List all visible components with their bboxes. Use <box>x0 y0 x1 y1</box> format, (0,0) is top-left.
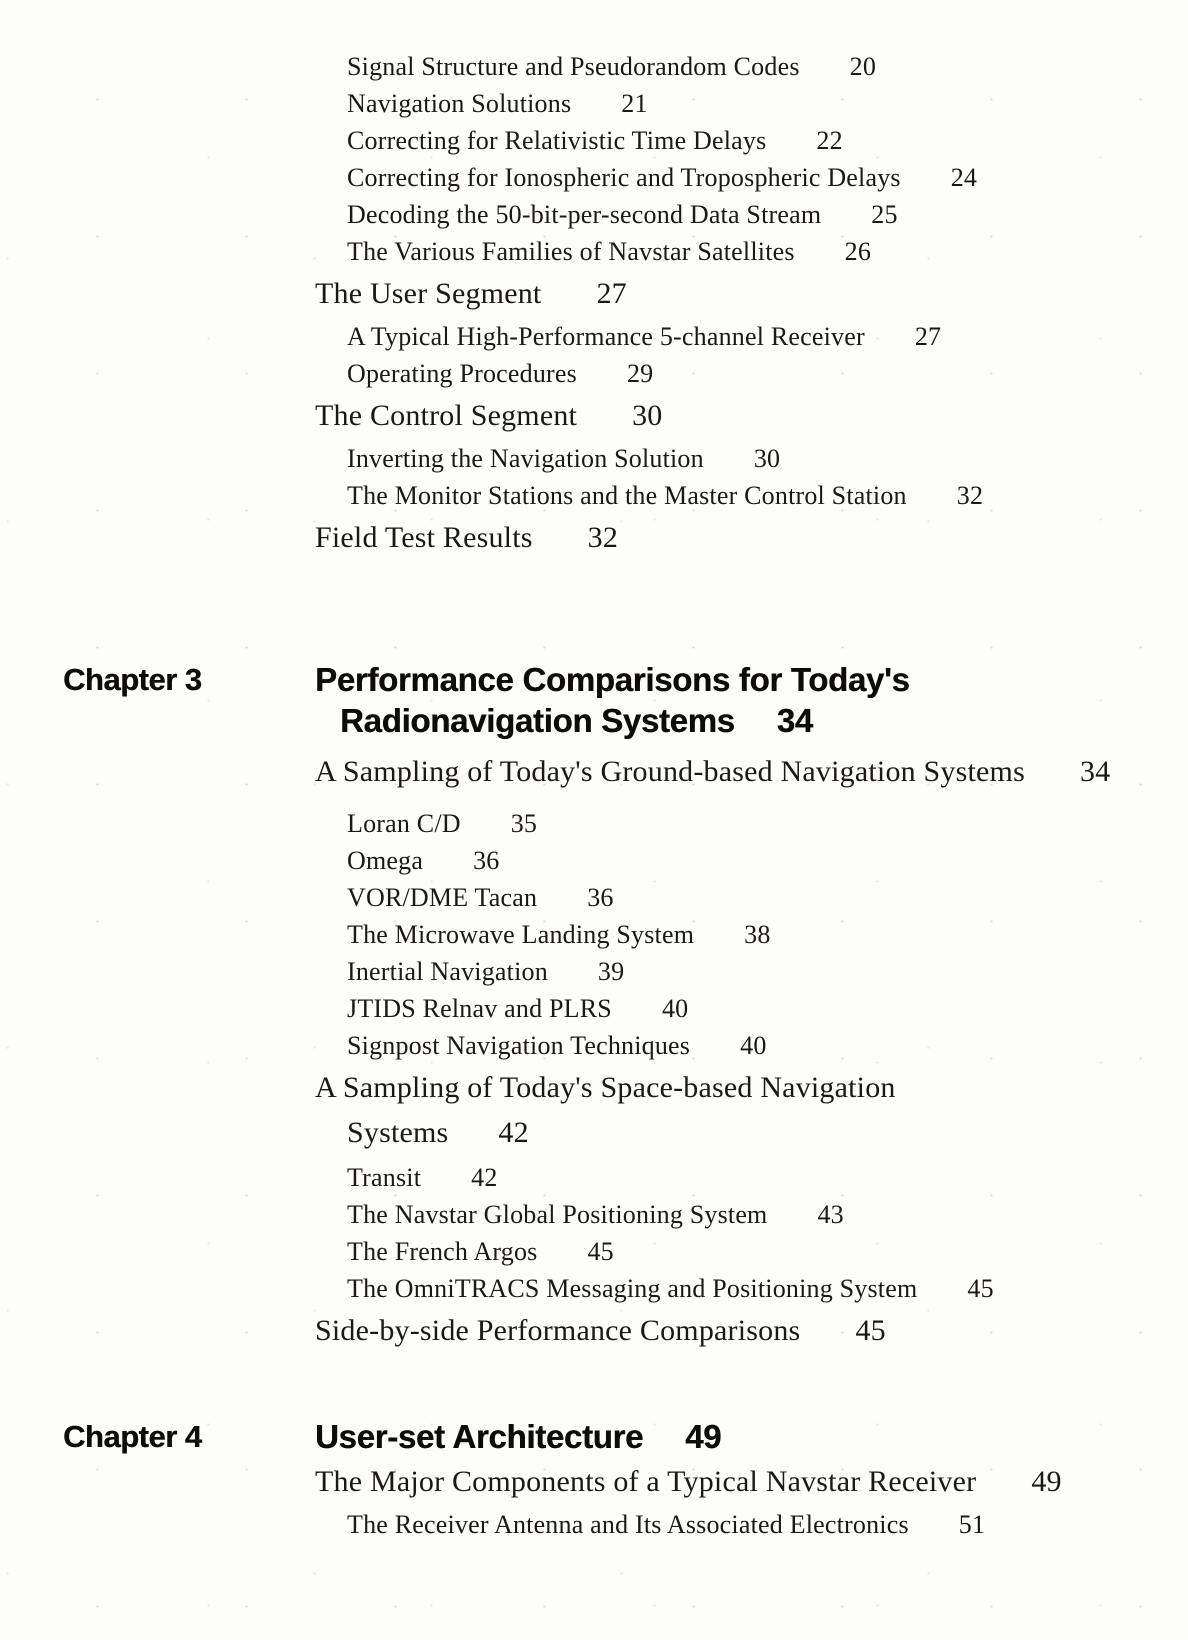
toc-entry-title: Side-by-side Performance Comparisons <box>315 1314 801 1347</box>
toc-entry-page-number: 25 <box>871 200 898 229</box>
toc-entry-page-number: 35 <box>510 809 538 838</box>
toc-entry-page-number: 26 <box>844 237 872 266</box>
toc-entry-title: VOR/DME Tacan <box>347 883 538 912</box>
toc-entry-page-number: 40 <box>740 1031 767 1060</box>
toc-entry <box>347 122 1148 159</box>
chapter-title-text: Radionavigation Systems <box>340 702 735 739</box>
toc-entry-page-number: 30 <box>753 444 781 473</box>
toc-entry-title: Correcting for Relativistic Time Delays <box>347 126 767 155</box>
toc-entry <box>347 318 1148 355</box>
toc-entry <box>315 1067 1148 1109</box>
toc-entry <box>347 196 1148 233</box>
toc-entry-title: Systems <box>347 1116 449 1149</box>
toc-entry-page-number: 38 <box>744 920 771 949</box>
chapter-label: Chapter 4 <box>63 1419 202 1454</box>
toc-entry <box>347 1270 1148 1307</box>
toc-entry-title: Navigation Solutions <box>347 89 572 118</box>
toc-entry-page-number: 20 <box>849 52 877 81</box>
toc-entry-page-number: 36 <box>587 883 614 912</box>
toc-entry-page-number: 36 <box>473 846 500 875</box>
toc-entry-title: The Various Families of Navstar Satellites <box>347 237 795 266</box>
chapter-heading <box>0 659 1188 741</box>
toc-entry-page-number: 21 <box>621 89 648 118</box>
toc-entry <box>315 1310 1148 1352</box>
toc-entry-title: The Monitor Stations and the Master Control Station <box>347 481 907 510</box>
toc-entry-page-number: 27 <box>914 322 942 351</box>
chapter-page-number: 34 <box>776 702 813 739</box>
toc-entry <box>347 916 1148 953</box>
toc-entry <box>347 48 1148 85</box>
chapter-title-text: User-set Architecture <box>315 1418 644 1455</box>
toc-entry-page-number: 34 <box>1079 755 1111 788</box>
toc-entry <box>347 1233 1148 1270</box>
toc-entry-title: Transit <box>347 1163 422 1192</box>
toc-entry-page-number: 39 <box>597 957 625 986</box>
toc-entry <box>347 355 1148 392</box>
toc-entry <box>347 1506 1148 1543</box>
toc-entry-page-number: 29 <box>626 359 654 388</box>
toc-entry <box>347 1159 1148 1196</box>
toc-entry-page-number: 42 <box>498 1116 529 1149</box>
toc-entry <box>315 517 1148 559</box>
toc-entry <box>347 842 1148 879</box>
toc-entry-page-number: 42 <box>471 1163 498 1192</box>
toc-entry-page-number: 27 <box>596 277 627 310</box>
toc-entry-continuation <box>347 1112 1148 1154</box>
toc-entry-title: A Sampling of Today's Space-based Navigation <box>315 1071 896 1104</box>
toc-entry <box>347 990 1148 1027</box>
toc-entry <box>347 953 1148 990</box>
chapter-title <box>315 1416 721 1457</box>
toc-entry-title: A Typical High-Performance 5-channel Receiver <box>347 322 865 351</box>
toc-entry-page-number: 51 <box>958 1510 986 1539</box>
toc-entry-title: Operating Procedures <box>347 359 577 388</box>
toc-entry-title: Correcting for Ionospheric and Tropospheric Delays <box>347 163 901 192</box>
toc-entry-title: Inertial Navigation <box>347 957 548 986</box>
toc-entry-title: The Major Components of a Typical Navstar Receiver <box>315 1465 977 1498</box>
toc-entry-page-number: 32 <box>587 521 619 554</box>
toc-entry <box>347 1027 1148 1064</box>
toc-entry <box>347 879 1148 916</box>
toc-entry-page-number: 24 <box>950 163 978 192</box>
toc-entry <box>347 85 1148 122</box>
toc-entry <box>347 233 1148 270</box>
toc-entry-title: JTIDS Relnav and PLRS <box>347 994 612 1023</box>
toc-entry-page-number: 49 <box>1031 1465 1062 1498</box>
toc-entry-title: The Receiver Antenna and Its Associated Electronics <box>347 1510 909 1539</box>
toc-entry-title: The Navstar Global Positioning System <box>347 1200 768 1229</box>
toc-entry-title: Signpost Navigation Techniques <box>347 1031 691 1060</box>
toc-entry-title: The Microwave Landing System <box>347 920 695 949</box>
toc-entry-title: Signal Structure and Pseudorandom Codes <box>347 52 800 81</box>
toc-entry <box>347 805 1148 842</box>
toc-entry-page-number: 43 <box>817 1200 844 1229</box>
chapter-title <box>315 659 910 741</box>
toc-entry <box>347 440 1148 477</box>
toc-entry-page-number: 45 <box>967 1274 994 1303</box>
toc-entry-title: Field Test Results <box>315 521 533 554</box>
toc-entry-title: Omega <box>347 846 424 875</box>
toc-entry-title: The OmniTRACS Messaging and Positioning System <box>347 1274 918 1303</box>
toc-entry-title: The User Segment <box>315 277 542 310</box>
toc-entry-title: The French Argos <box>347 1237 538 1266</box>
toc-entry-page-number: 30 <box>632 399 663 432</box>
toc-entry-page-number: 45 <box>587 1237 614 1266</box>
toc-entry <box>347 477 1148 514</box>
toc-entry-title: The Control Segment <box>315 399 578 432</box>
toc-entry-title: Decoding the 50-bit-per-second Data Stream <box>347 200 822 229</box>
chapter-heading <box>0 1416 1188 1457</box>
chapter-page-number: 49 <box>685 1418 722 1455</box>
toc-entry <box>347 159 1148 196</box>
toc-entry-title: Inverting the Navigation Solution <box>347 444 704 473</box>
chapter-title-line: Performance Comparisons for Today's <box>315 661 910 698</box>
toc-entry <box>315 751 1148 793</box>
toc-entry <box>315 395 1148 437</box>
toc-entry-page-number: 32 <box>956 481 984 510</box>
toc-entry-page-number: 22 <box>816 126 843 155</box>
toc-entry <box>315 273 1148 315</box>
toc-entry-page-number: 45 <box>855 1314 886 1347</box>
toc-entry-title: A Sampling of Today's Ground-based Navigation Systems <box>315 755 1025 788</box>
toc-entry <box>315 1461 1148 1503</box>
toc-entry <box>347 1196 1148 1233</box>
chapter-title-line <box>315 1416 721 1457</box>
toc-entry-page-number: 40 <box>661 994 689 1023</box>
chapter-title-line <box>340 700 910 741</box>
chapter-label: Chapter 3 <box>63 662 202 697</box>
toc-entry-title: Loran C/D <box>347 809 461 838</box>
